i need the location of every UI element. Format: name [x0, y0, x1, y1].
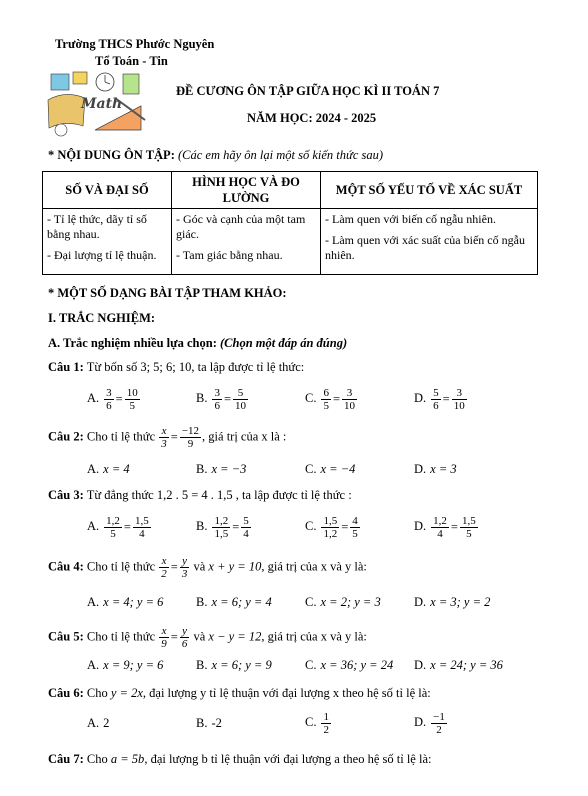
content-heading-label: * NỘI DUNG ÔN TẬP:: [48, 148, 175, 162]
question-label: Câu 7:: [48, 752, 84, 766]
table-cell-text: - Góc và cạnh của một tam giác.: [176, 212, 306, 241]
math-logo-text: Math: [81, 96, 123, 112]
fraction: $\frac{y}{6}$: [181, 625, 188, 650]
topics-table: [42, 171, 538, 275]
part-a-heading: [48, 336, 347, 351]
option-d[interactable]: D. x = 3; y = 2: [414, 595, 491, 609]
question-condition: x + y = 10: [208, 559, 262, 574]
question-label: Câu 2:: [48, 429, 84, 444]
option-c[interactable]: C. $\frac{6}{5}$ = $\frac{3}{10}$: [305, 387, 356, 412]
table-header-algebra: SỐ VÀ ĐẠI SỐ: [43, 172, 172, 209]
question-text: Cho tỉ lệ thức: [86, 429, 156, 444]
table-header-probability: MỘT SỐ YẾU TỐ VỀ XÁC SUẤT: [321, 172, 538, 209]
part-a-note: (Chọn một đáp án đúng): [220, 336, 348, 350]
question-text: Cho: [86, 686, 108, 700]
question-label: Câu 5:: [48, 629, 84, 644]
part-a-label: A. Trắc nghiệm nhiều lựa chọn:: [48, 336, 217, 350]
fraction: $\frac{y}{3}$: [181, 555, 188, 580]
question-text: , giá trị của x và y là:: [261, 629, 367, 644]
option-a[interactable]: A. $\frac{3}{6}$ = $\frac{10}{5}$: [87, 387, 138, 412]
option-c[interactable]: C. x = 36; y = 24: [305, 658, 394, 672]
table-cell-algebra: [43, 209, 172, 275]
question-label: Câu 4:: [48, 559, 84, 574]
table-header-geometry: HÌNH HỌC VÀ ĐO LƯỜNG: [172, 172, 321, 209]
question-text: và: [193, 629, 206, 644]
question-4: Câu 4: Cho tỉ lệ thức $\frac{x}{2}$ = $\frac{y}{3}$ và x + y = 10, giá trị của x và y là:: [48, 555, 367, 580]
fraction: $\frac{-12}{9}$: [181, 425, 200, 450]
question-text: Từ bốn số 3; 5; 6; 10, ta lập được tỉ lệ thức:: [86, 360, 305, 374]
question-label: Câu 1:: [48, 360, 84, 374]
school-name: Trường THCS Phước Nguyên: [55, 37, 215, 51]
fraction: $\frac{x}{9}$: [161, 625, 167, 650]
option-b[interactable]: B. $\frac{1,2}{1,5}$ = $\frac{5}{4}$: [196, 515, 249, 540]
question-condition: x − y = 12: [208, 629, 262, 644]
question-text: , giá trị của x là :: [202, 429, 287, 444]
option-b[interactable]: B. x = −3: [196, 462, 247, 476]
question-text: , đại lượng b tỉ lệ thuận với đại lượng a theo hệ số tỉ lệ là:: [144, 752, 432, 766]
question-1: [48, 360, 304, 375]
option-a[interactable]: A. x = 4; y = 6: [87, 595, 164, 609]
table-cell-text: - Tỉ lệ thức, dãy tỉ số bằng nhau.: [47, 212, 147, 241]
content-heading-note: (Các em hãy ôn lại một số kiến thức sau): [177, 148, 384, 162]
part-one-heading: I. TRẮC NGHIỆM:: [48, 311, 156, 325]
option-b[interactable]: B. x = 6; y = 4: [196, 595, 272, 609]
math-logo-illustration: [45, 70, 150, 138]
question-equation: y = 2x: [110, 686, 143, 700]
question-text: Cho tỉ lệ thức: [86, 559, 156, 574]
question-6: [48, 686, 431, 701]
question-text: và: [193, 559, 206, 574]
table-cell-text: - Làm quen với xác suất của biến cố ngẫu nhiên.: [325, 233, 525, 262]
option-a[interactable]: A. x = 4: [87, 462, 130, 476]
question-3: [48, 488, 352, 503]
option-d[interactable]: D. x = 3: [414, 462, 457, 476]
table-cell-probability: [321, 209, 538, 275]
option-c[interactable]: C. $\frac{1,5}{1,2}$ = $\frac{4}{5}$: [305, 515, 358, 540]
table-cell-text: - Đại lượng tỉ lệ thuận.: [47, 248, 157, 262]
question-text: Cho: [86, 752, 108, 766]
option-b[interactable]: B. $\frac{3}{6}$ = $\frac{5}{10}$: [196, 387, 247, 412]
question-text: Cho tỉ lệ thức: [86, 629, 156, 644]
table-cell-text: - Tam giác bằng nhau.: [176, 248, 283, 262]
exercises-heading: * MỘT SỐ DẠNG BÀI TẬP THAM KHẢO:: [48, 286, 287, 300]
option-b[interactable]: B. -2: [196, 716, 222, 730]
question-label: Câu 3:: [48, 488, 84, 502]
option-d[interactable]: D. x = 24; y = 36: [414, 658, 503, 672]
question-text: , đại lượng y tỉ lệ thuận với đại lượng x theo hệ số tỉ lệ là:: [142, 686, 431, 700]
question-text: , giá trị của x và y là:: [261, 559, 367, 574]
question-text: Từ đẳng thức 1,2 . 5 = 4 . 1,5 , ta lập được tỉ lệ thức :: [86, 488, 352, 502]
document-title: ĐỀ CƯƠNG ÔN TẬP GIỮA HỌC KÌ II TOÁN 7: [176, 84, 440, 98]
fraction: $\frac{x}{3}$: [161, 425, 167, 450]
option-d[interactable]: D. $\frac{1,2}{4}$ = $\frac{1,5}{5}$: [414, 515, 476, 540]
table-cell-geometry: [172, 209, 321, 275]
question-5: Câu 5: Cho tỉ lệ thức $\frac{x}{9}$ = $\frac{y}{6}$ và x − y = 12, giá trị của x và y là:: [48, 625, 367, 650]
question-2: Câu 2: Cho tỉ lệ thức $\frac{x}{3}$ = $\frac{-12}{9}$ , giá trị của x là :: [48, 425, 287, 450]
option-a[interactable]: A. 2: [87, 716, 110, 730]
school-year: NĂM HỌC: 2024 - 2025: [247, 111, 377, 125]
option-c[interactable]: C. x = 2; y = 3: [305, 595, 381, 609]
question-equation: a = 5b: [110, 752, 145, 766]
content-heading: [48, 148, 383, 163]
option-a[interactable]: A. $\frac{1,2}{5}$ = $\frac{1,5}{4}$: [87, 515, 149, 540]
fraction: $\frac{x}{2}$: [161, 555, 167, 580]
option-a[interactable]: A. x = 9; y = 6: [87, 658, 164, 672]
option-d[interactable]: D. $\frac{-1}{2}$: [414, 711, 445, 736]
option-c[interactable]: C. $\frac{1}{2}$: [305, 711, 329, 736]
option-d[interactable]: D. $\frac{5}{6}$ = $\frac{3}{10}$: [414, 387, 465, 412]
option-b[interactable]: B. x = 6; y = 9: [196, 658, 272, 672]
option-c[interactable]: C. x = −4: [305, 462, 356, 476]
question-label: Câu 6:: [48, 686, 84, 700]
table-cell-text: - Làm quen với biến cố ngẫu nhiên.: [325, 212, 496, 226]
question-7: [48, 752, 431, 767]
department-name: Tổ Toán - Tin: [95, 54, 168, 68]
